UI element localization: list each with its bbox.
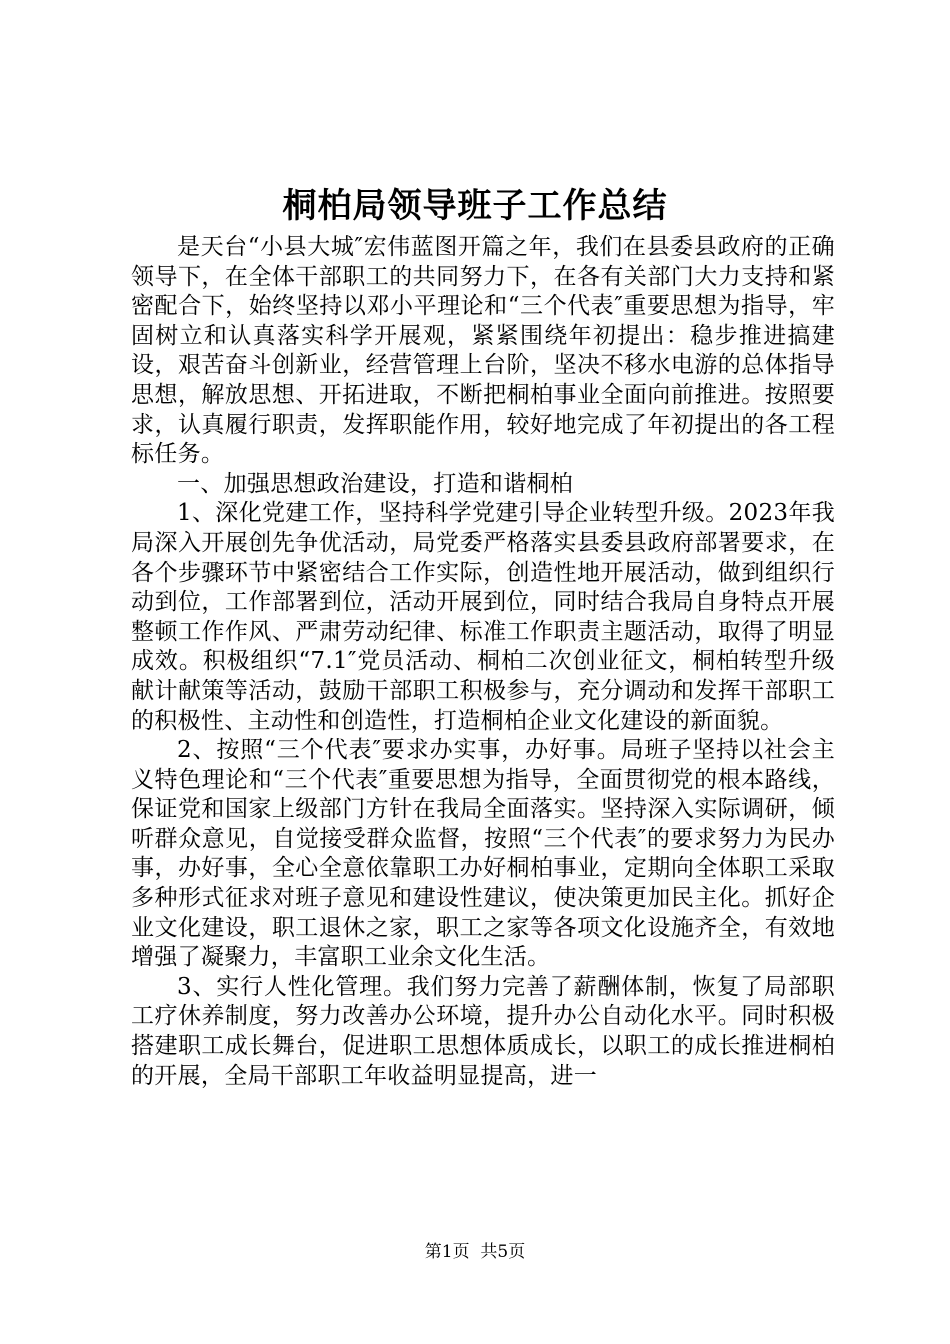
page-total: 共5页 [480,1242,526,1262]
document-title: 桐柏局领导班子工作总结 [282,186,668,226]
paragraph-item-3: 3、实行人性化管理。我们努力完善了薪酬体制，恢复了局部职工疗休养制度，努力改善办公环境，提升办公自动化水平。同时积极搭建职工成长舞台，促进职工思想体质成长，以职工的成长推进桐柏的开展，全局干部职工年收益明显提高，进一 [131,973,835,1089]
paragraph-intro: 是天台“小县大城″宏伟蓝图开篇之年，我们在县委县政府的正确领导下，在全体干部职工的共同努力下，在各有关部门大力支持和紧密配合下，始终坚持以邓小平理论和“三个代表″重要思想为指导，牢固树立和认真落实科学开展观，紧紧围绕年初提出：稳步推进搞建设，艰苦奋斗创新业，经营管理上台阶，坚决不移水电游的总体指导思想，解放思想、开拓进取，不断把桐柏事业全面向前推进。按照要求，认真履行职责，发挥职能作用，较好地完成了年初提出的各工程标任务。 [131,234,835,468]
page-footer [0,1240,950,1264]
document-body [131,233,835,1091]
paragraph-item-1: 1、深化党建工作，坚持科学党建引导企业转型升级。2023年我局深入开展创先争优活动，局党委严格落实县委县政府部署要求，在各个步骤环节中紧密结合工作实际，创造性地开展活动，做到组织行动到位，工作部署到位，活动开展到位，同时结合我局自身特点开展整顿工作作风、严肃劳动纪律、标准工作职责主题活动，取得了明显成效。积极组织“7.1″党员活动、桐柏二次创业征文，桐柏转型升级献计献策等活动，鼓励干部职工积极参与，充分调动和发挥干部职工的积极性、主动性和创造性，打造桐柏企业文化建设的新面貌。 [131,500,835,734]
section-heading: 一、加强思想政治建设，打造和谐桐柏 [177,470,574,497]
paragraph-item-2: 2、按照“三个代表″要求办实事，办好事。局班子坚持以社会主义特色理论和“三个代表″重要思想为指导，全面贯彻党的根本路线，保证党和国家上级部门方针在我局全面落实。坚持深入实际调研，倾听群众意见，自觉接受群众监督，按照“三个代表″的要求努力为民办事，办好事，全心全意依靠职工办好桐柏事业，定期向全体职工采取多种形式征求对班子意见和建设性建议，使决策更加民主化。抓好企业文化建设，职工退休之家，职工之家等各项文化设施齐全，有效地增强了凝聚力，丰富职工业余文化生活。 [131,737,835,971]
page-number: 第1页 [424,1242,470,1262]
